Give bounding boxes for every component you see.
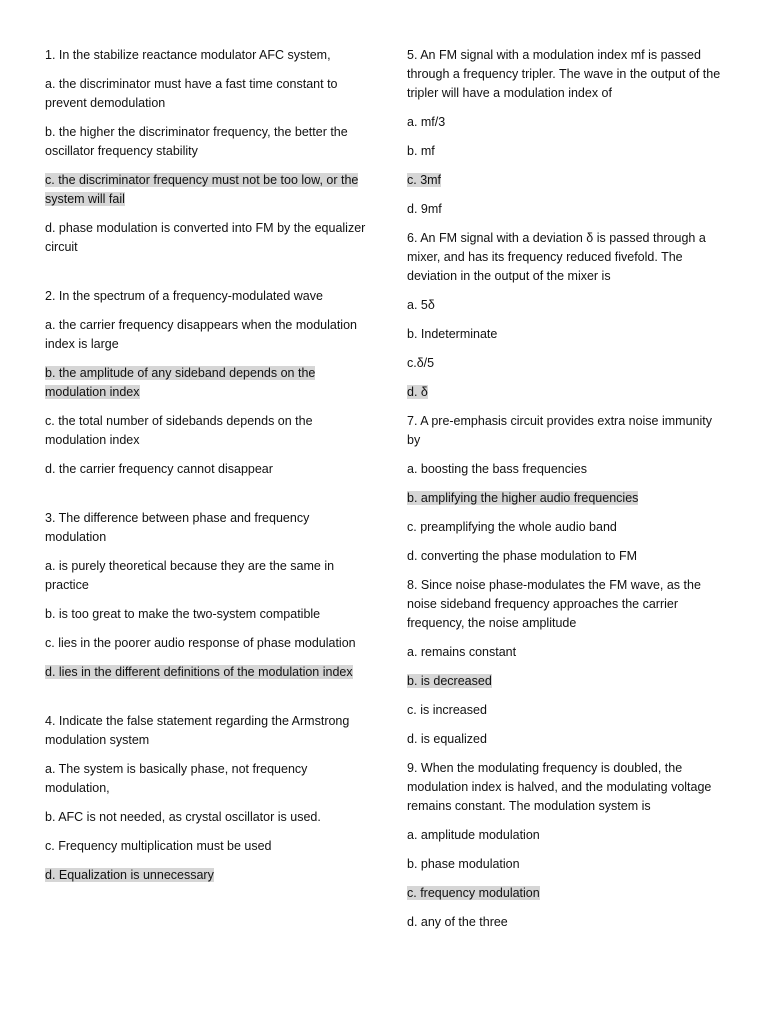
question-5-option-b: b. mf: [407, 144, 435, 158]
question-3-option-d: [45, 663, 367, 682]
question-9-option-b: b. phase modulation: [407, 857, 520, 871]
question-3-text: 3. The difference between phase and frequency modulation: [45, 511, 310, 544]
question-4-option-b: b. AFC is not needed, as crystal oscillator is used.: [45, 810, 321, 824]
question-9-option-c: [407, 884, 727, 903]
question-6-option-a: a. 5δ: [407, 298, 435, 312]
question-6-option-d: [407, 383, 727, 402]
question-7-option-b: [407, 489, 727, 508]
question-2-option-b: [45, 364, 367, 402]
question-8-answer-highlight: b. is decreased: [407, 674, 492, 688]
question-4-option-a: a. The system is basically phase, not frequency modulation,: [45, 762, 308, 795]
question-2-option-d: d. the carrier frequency cannot disappear: [45, 462, 273, 476]
question-5-option-a: a. mf/3: [407, 115, 446, 129]
question-6-answer-highlight: d. δ: [407, 385, 428, 399]
question-1-answer-highlight: c. the discriminator frequency must not be too low, or the system will fail: [45, 173, 359, 206]
question-8-option-d: d. is equalized: [407, 732, 487, 746]
question-block-6: [407, 229, 727, 402]
question-block-9: [407, 759, 727, 932]
question-6-option-b: b. Indeterminate: [407, 327, 498, 341]
question-2-text: 2. In the spectrum of a frequency-modulated wave: [45, 289, 323, 303]
question-block-5: [407, 46, 727, 219]
question-7-option-a: a. boosting the bass frequencies: [407, 462, 587, 476]
question-block-3: [45, 509, 367, 682]
question-7-option-d: d. converting the phase modulation to FM: [407, 549, 637, 563]
question-3-option-a: a. is purely theoretical because they are the same in practice: [45, 559, 335, 592]
question-3-option-b: b. is too great to make the two-system compatible: [45, 607, 321, 621]
question-4-option-c: c. Frequency multiplication must be used: [45, 839, 272, 853]
question-1-option-d: d. phase modulation is converted into FM by the equalizer circuit: [45, 221, 366, 254]
question-8-text: 8. Since noise phase-modulates the FM wave, as the noise sideband frequency approaches the carrier frequency, the noise amplitude: [407, 578, 701, 630]
question-3-option-c: c. lies in the poorer audio response of phase modulation: [45, 636, 356, 650]
question-9-option-d: d. any of the three: [407, 915, 508, 929]
question-9-text: 9. When the modulating frequency is doubled, the modulation index is halved, and the modulating voltage remains constant. The modulation system is: [407, 761, 712, 813]
question-8-option-b: [407, 672, 727, 691]
question-6-option-c: c.δ/5: [407, 356, 435, 370]
question-5-text: 5. An FM signal with a modulation index mf is passed through a frequency tripler. The wave in the output of the tripler will have a modulation index of: [407, 48, 721, 100]
question-1-option-c: [45, 171, 367, 209]
question-7-option-c: c. preamplifying the whole audio band: [407, 520, 617, 534]
question-block-7: [407, 412, 727, 566]
right-column: [407, 46, 727, 942]
question-9-answer-highlight: c. frequency modulation: [407, 886, 540, 900]
question-block-1: [45, 46, 367, 257]
question-8-option-a: a. remains constant: [407, 645, 517, 659]
question-4-option-d: [45, 866, 367, 885]
question-1-option-a: a. the discriminator must have a fast time constant to prevent demodulation: [45, 77, 338, 110]
question-1-text: 1. In the stabilize reactance modulator AFC system,: [45, 48, 331, 62]
question-block-8: [407, 576, 727, 749]
question-2-option-a: a. the carrier frequency disappears when the modulation index is large: [45, 318, 357, 351]
question-block-4: [45, 712, 367, 885]
question-5-option-c: [407, 171, 727, 190]
question-4-text: 4. Indicate the false statement regarding the Armstrong modulation system: [45, 714, 350, 747]
question-5-answer-highlight: c. 3mf: [407, 173, 442, 187]
question-block-2: [45, 287, 367, 479]
question-6-text: 6. An FM signal with a deviation δ is passed through a mixer, and has its frequency reduced fivefold. The deviation in the output of the mixer is: [407, 231, 706, 283]
question-5-option-d: d. 9mf: [407, 202, 442, 216]
question-4-answer-highlight: d. Equalization is unnecessary: [45, 868, 214, 882]
question-8-option-c: c. is increased: [407, 703, 487, 717]
left-column: [45, 46, 367, 895]
question-3-answer-highlight: d. lies in the different definitions of the modulation index: [45, 665, 353, 679]
question-2-option-c: c. the total number of sidebands depends on the modulation index: [45, 414, 313, 447]
question-7-text: 7. A pre-emphasis circuit provides extra noise immunity by: [407, 414, 712, 447]
question-1-option-b: b. the higher the discriminator frequency, the better the oscillator frequency stability: [45, 125, 348, 158]
question-7-answer-highlight: b. amplifying the higher audio frequencies: [407, 491, 639, 505]
question-9-option-a: a. amplitude modulation: [407, 828, 540, 842]
question-2-answer-highlight: b. the amplitude of any sideband depends on the modulation index: [45, 366, 316, 399]
